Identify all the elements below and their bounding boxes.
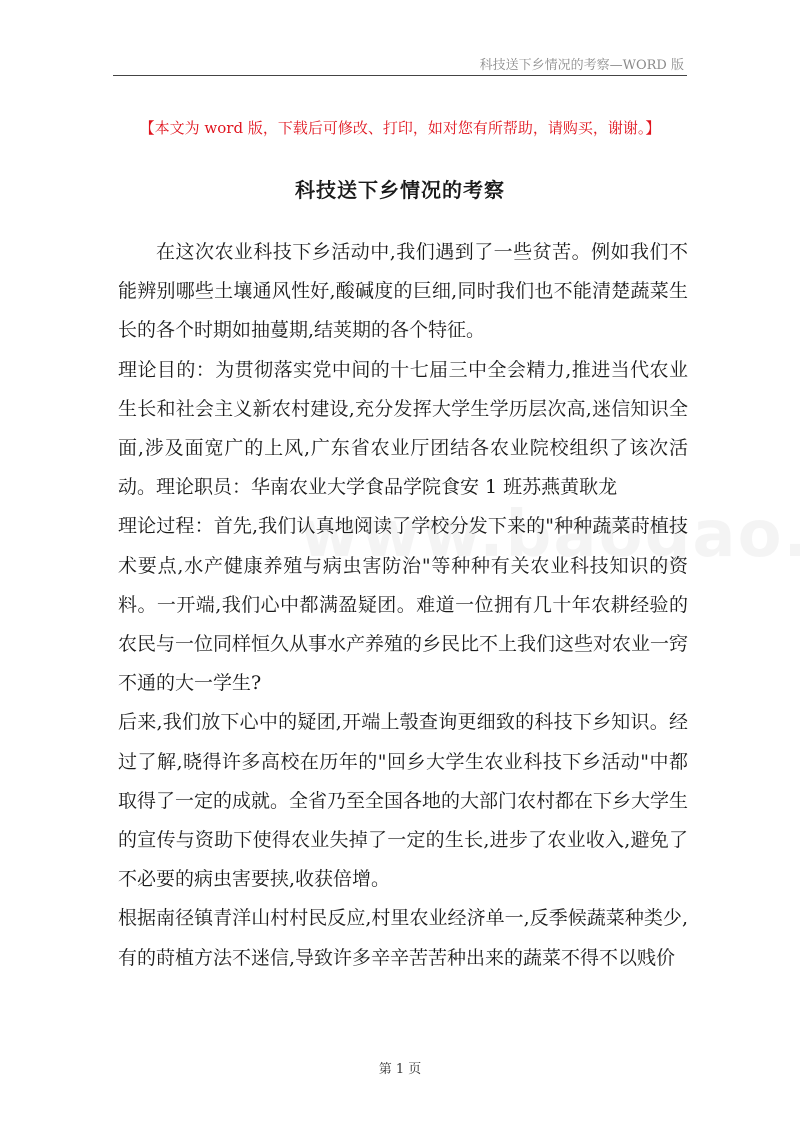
paragraph-followup: 后来,我们放下心中的疑团,开端上彀查询更细致的科技下乡知识。经过了解,晓得许多高校在历年的"回乡大学生农业科技下乡活动"中都取得了一定的成就。全省乃至全国各地的大部门农村都在下乡大学生的宣传与资助下使得农业失掉了一定的生长,进步了农业收入,避免了不必要的病虫害要挟,收获倍增。	[118, 711, 689, 891]
document-body	[118, 233, 688, 978]
paragraph-purpose: 理论目的：为贯彻落实党中间的十七届三中全会精力,推进当代农业生长和社会主义新农村建设,充分发挥大学生学历层次高,迷信知识全面,涉及面宽广的上风,广东省农业厅团结各农业院校组织了该次活动。理论职员：华南农业大学食品学院食安 1 班苏燕黄耿龙	[118, 358, 688, 499]
purchase-notice: 【本文为 word 版，下载后可修改、打印，如对您有所帮助，请购买，谢谢。】	[139, 119, 661, 137]
paragraph-intro: 在这次农业科技下乡活动中,我们遇到了一些贫苦。例如我们不能辨别哪些土壤通风性好,酸碱度的巨细,同时我们也不能清楚蔬菜生长的各个时期如抽蔓期,结荚期的各个特征。	[118, 241, 688, 342]
paragraph-village-feedback: 根据南径镇青洋山村村民反应,村里农业经济单一,反季候蔬菜种类少,有的莳植方法不迷信,导致许多辛辛苦苦种出来的蔬菜不得不以贱价	[118, 907, 688, 969]
running-header: 科技送下乡情况的考察—WORD 版	[479, 58, 684, 73]
page-number: 第 1 页	[378, 1062, 422, 1077]
header-divider	[113, 75, 687, 76]
paragraph-process: 理论过程：首先,我们认真地阅读了学校分发下来的"种种蔬菜莳植技术要点,水产健康养殖与病虫害防治"等种种有关农业科技知识的资料。一开端,我们心中都满盈疑团。难道一位拥有几十年农耕经验的农民与一位同样恒久从事水产养殖的乡民比不上我们这些对农业一窍不通的大一学生?	[118, 515, 689, 695]
document-title: 科技送下乡情况的考察	[295, 178, 505, 202]
